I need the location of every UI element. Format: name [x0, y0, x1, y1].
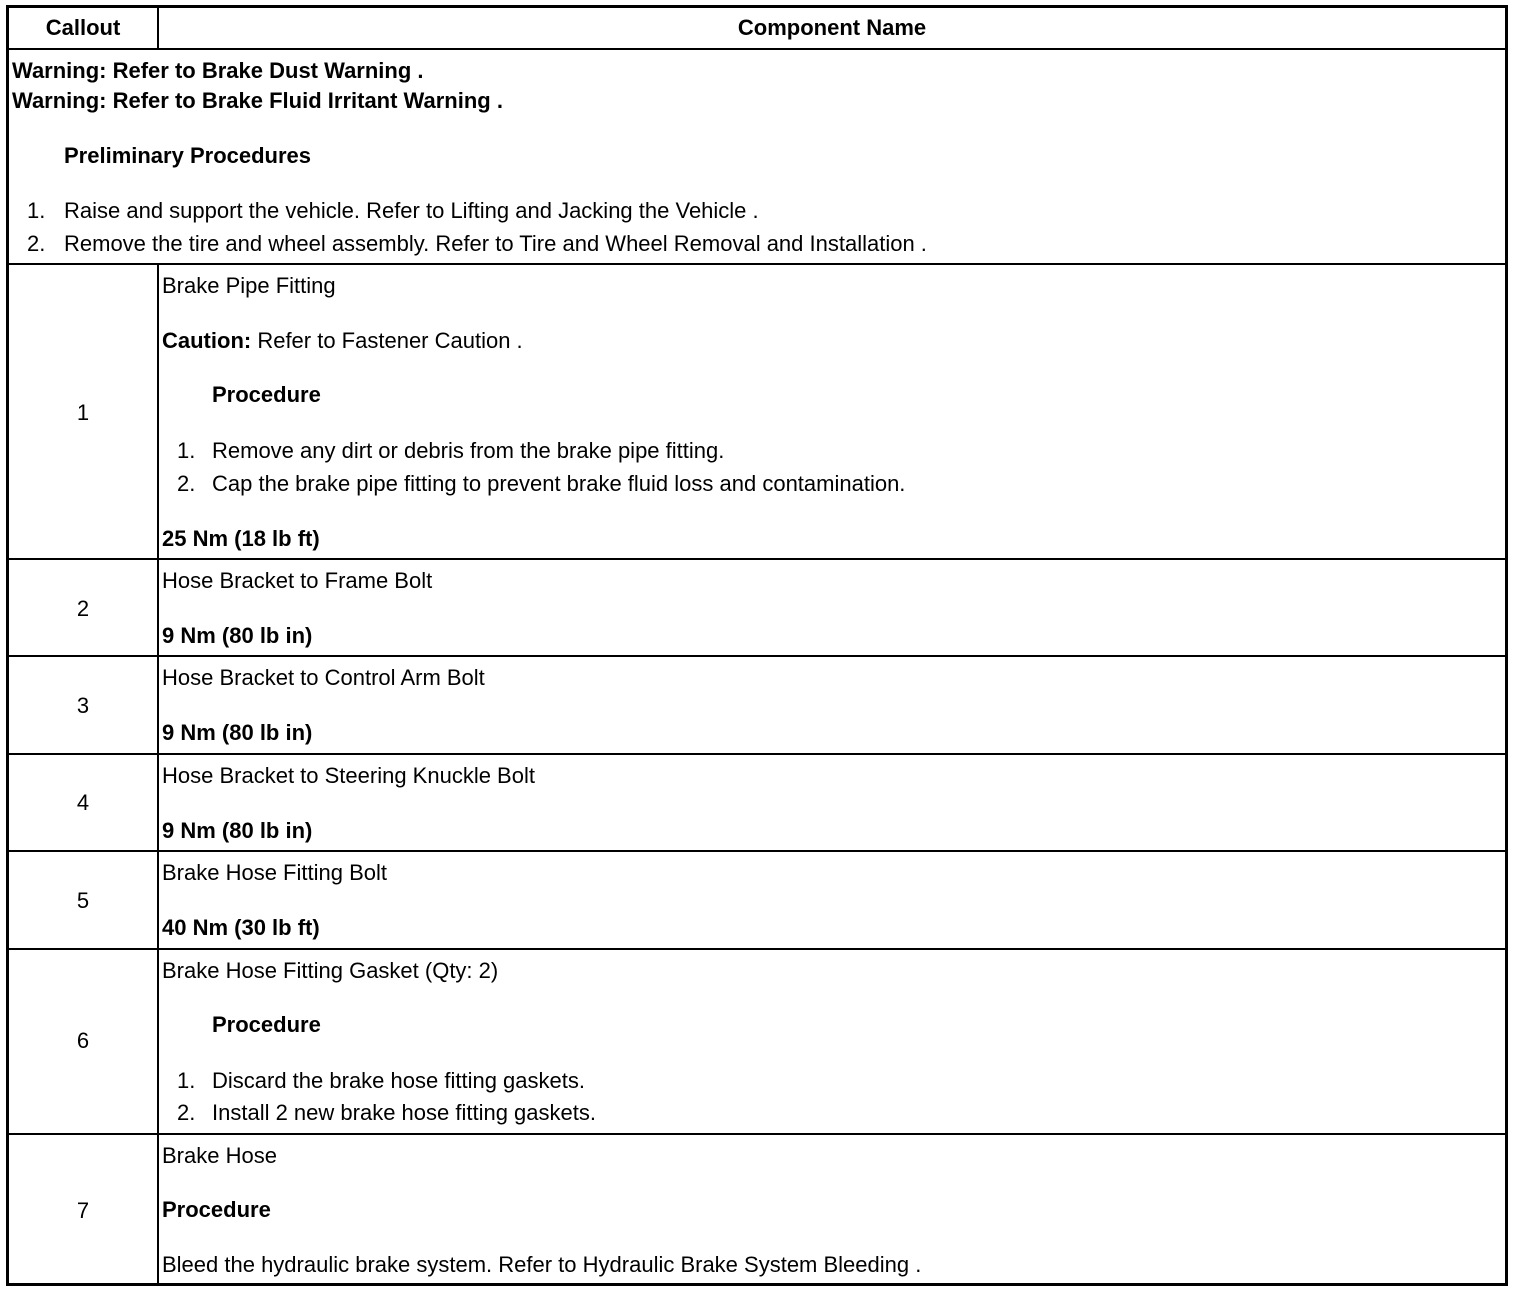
step-number: 2. [27, 231, 46, 256]
callout-number: 2 [76, 596, 90, 621]
procedure-title: Procedure [212, 1012, 321, 1037]
row-divider [9, 558, 1505, 560]
caution-text: Refer to Fastener Caution . [251, 328, 523, 353]
component-name: Brake Pipe Fitting [162, 273, 336, 298]
procedure-title: Procedure [212, 382, 321, 407]
header-component-name: Component Name [737, 15, 927, 40]
procedure-step: Cap the brake pipe fitting to prevent brake fluid loss and contamination. [212, 471, 906, 496]
component-name: Hose Bracket to Steering Knuckle Bolt [162, 763, 535, 788]
callout-number: 7 [76, 1198, 90, 1223]
torque-spec: 25 Nm (18 lb ft) [162, 526, 320, 551]
step-number: 1. [27, 198, 46, 223]
preliminary-step: Remove the tire and wheel assembly. Refer to Tire and Wheel Removal and Installation . [64, 231, 927, 256]
procedure-text: Bleed the hydraulic brake system. Refer to Hydraulic Brake System Bleeding . [162, 1252, 922, 1277]
step-number: 1. [177, 438, 196, 463]
procedure-step: Discard the brake hose fitting gaskets. [212, 1068, 585, 1093]
warning-brake-dust: Warning: Refer to Brake Dust Warning . [12, 58, 424, 83]
step-number: 1. [177, 1068, 196, 1093]
procedure-title: Procedure [162, 1197, 271, 1222]
procedure-step: Remove any dirt or debris from the brake pipe fitting. [212, 438, 725, 463]
callout-number: 1 [76, 400, 90, 425]
callout-number: 6 [76, 1028, 90, 1053]
row-divider [9, 1133, 1505, 1135]
step-number: 2. [177, 471, 196, 496]
row-divider [9, 263, 1505, 265]
caution-label: Caution: [162, 328, 252, 353]
row-divider [9, 850, 1505, 852]
preliminary-step: Raise and support the vehicle. Refer to Lifting and Jacking the Vehicle . [64, 198, 759, 223]
torque-spec: 40 Nm (30 lb ft) [162, 915, 320, 940]
step-number: 2. [177, 1100, 196, 1125]
warning-brake-fluid: Warning: Refer to Brake Fluid Irritant Warning . [12, 88, 503, 113]
component-name: Brake Hose Fitting Bolt [162, 860, 387, 885]
torque-spec: 9 Nm (80 lb in) [162, 818, 313, 843]
procedure-table [6, 5, 1508, 1286]
preliminary-title: Preliminary Procedures [64, 143, 312, 168]
column-divider [157, 264, 159, 1283]
torque-spec: 9 Nm (80 lb in) [162, 623, 313, 648]
row-divider [9, 948, 1505, 950]
callout-number: 5 [76, 888, 90, 913]
component-name: Brake Hose [162, 1143, 277, 1168]
torque-spec: 9 Nm (80 lb in) [162, 720, 313, 745]
caution-note [162, 328, 523, 354]
row-divider [9, 48, 1505, 50]
component-name: Brake Hose Fitting Gasket (Qty: 2) [162, 958, 499, 983]
procedure-step: Install 2 new brake hose fitting gaskets. [212, 1100, 596, 1125]
component-name: Hose Bracket to Frame Bolt [162, 568, 433, 593]
callout-number: 4 [76, 790, 90, 815]
component-name: Hose Bracket to Control Arm Bolt [162, 665, 485, 690]
header-callout: Callout [45, 15, 121, 40]
row-divider [9, 655, 1505, 657]
callout-number: 3 [76, 693, 90, 718]
row-divider [9, 753, 1505, 755]
